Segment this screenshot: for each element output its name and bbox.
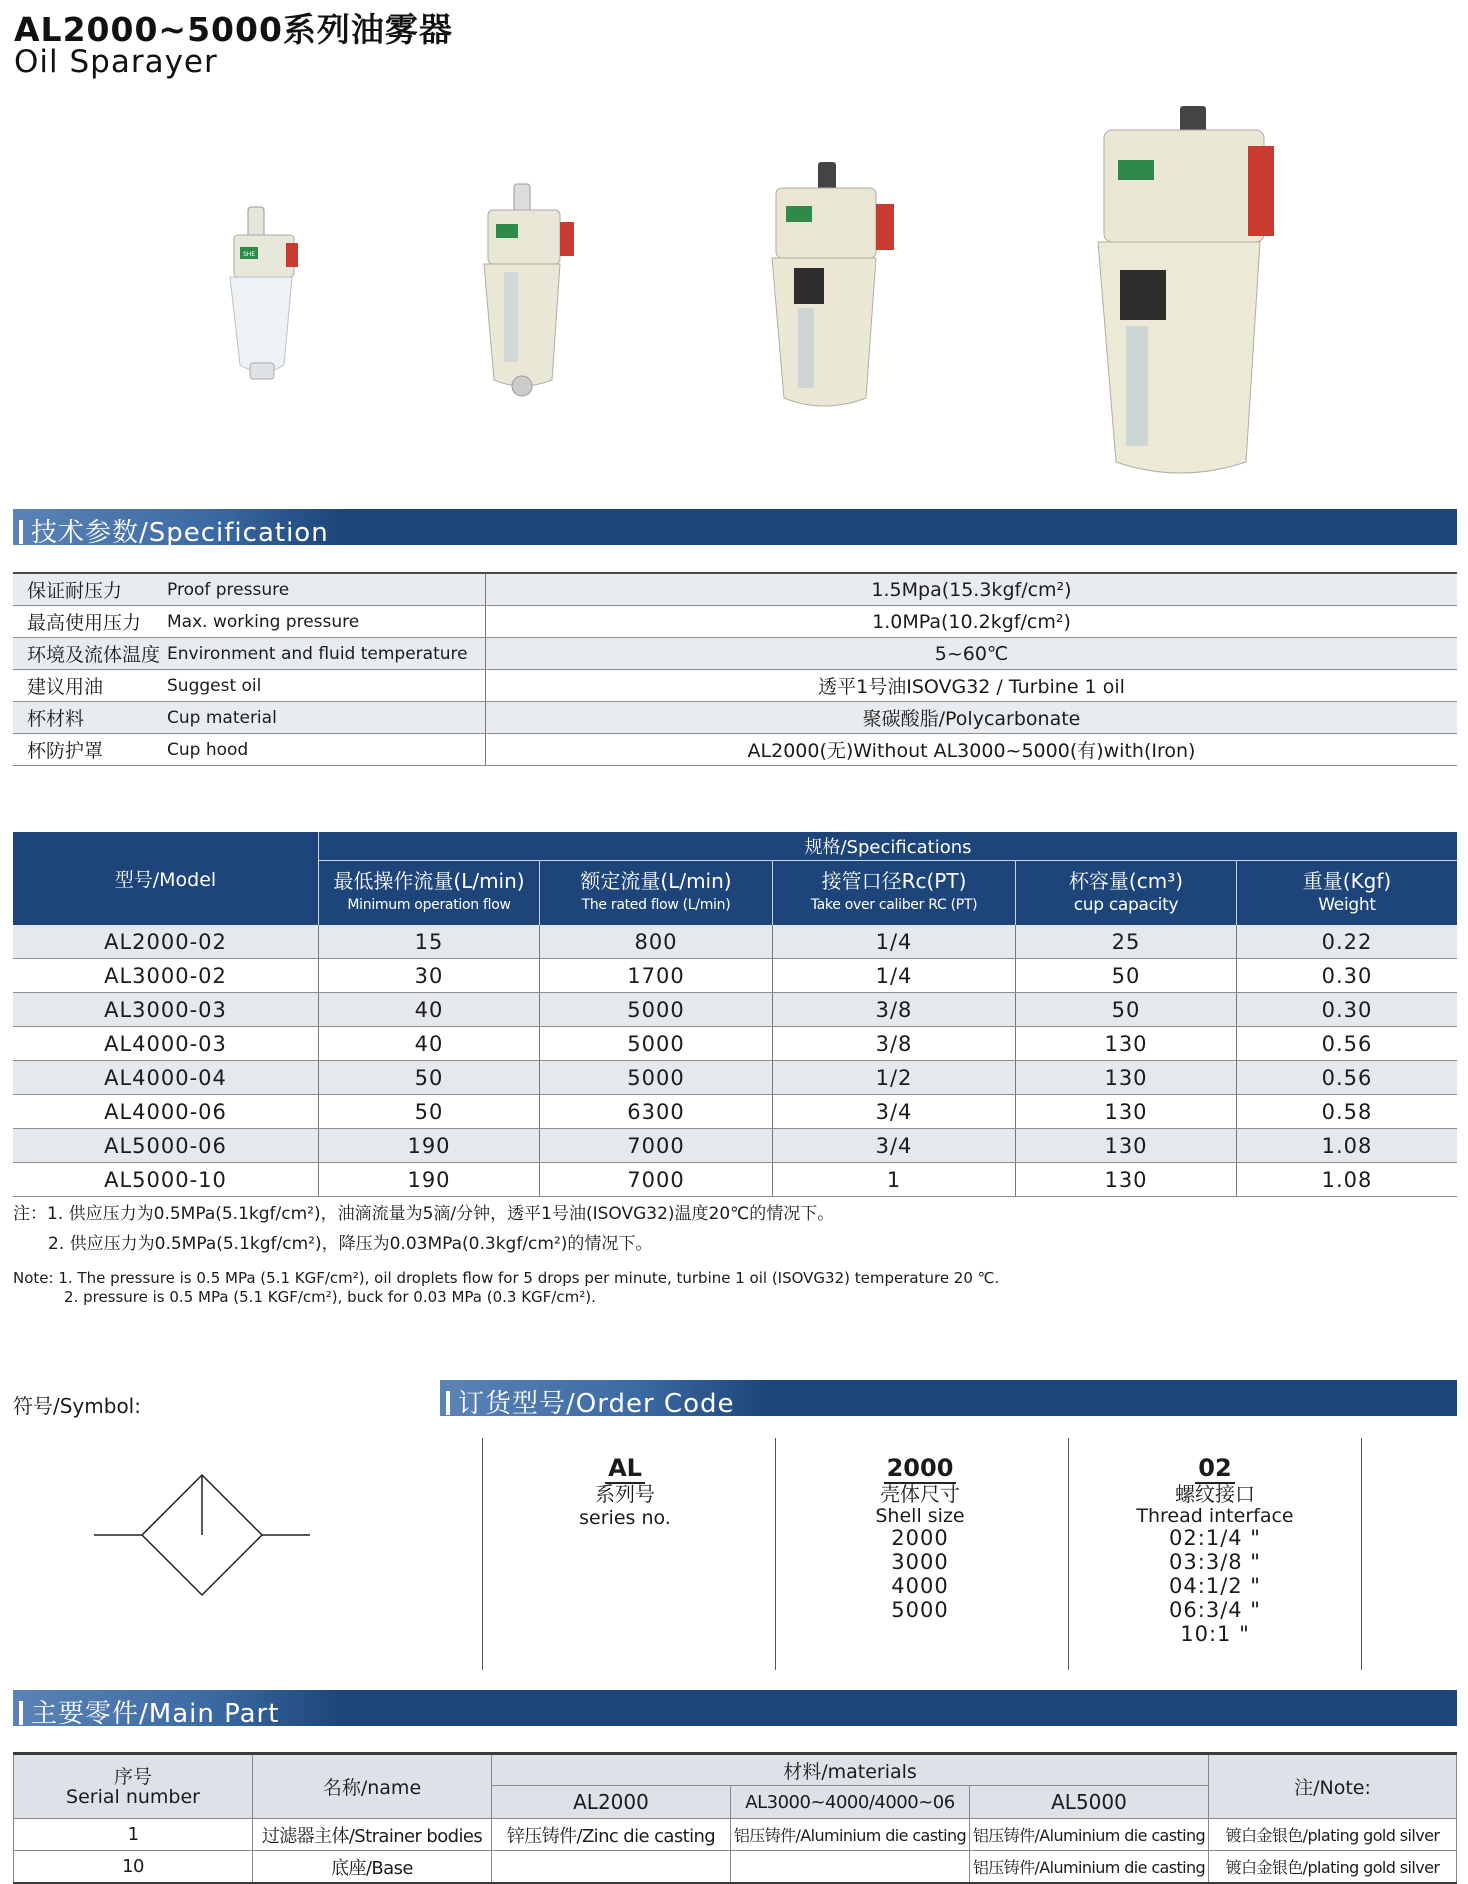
table-cell: 50 <box>1016 993 1237 1027</box>
table-cell: 铝压铸件/Aluminium die casting <box>970 1851 1209 1884</box>
col-header-en: Take over caliber RC (PT) <box>810 897 978 913</box>
order-code-divider <box>775 1438 776 1670</box>
specifications-group-header: 规格/Specifications <box>319 832 1458 861</box>
table-cell: 5000 <box>540 1027 773 1061</box>
table-cell: 7000 <box>540 1163 773 1197</box>
specification-table <box>13 572 1457 766</box>
col-header-cn: 额定流量(L/min) <box>580 869 732 893</box>
col-min-flow-header <box>319 861 540 926</box>
table-cell: 底座/Base <box>253 1851 492 1884</box>
spec-row <box>13 702 1457 734</box>
symbol-label: 符号/Symbol: <box>13 1394 141 1418</box>
order-code-option: 5000 <box>891 1598 949 1622</box>
table-row <box>13 1129 1457 1163</box>
order-code-cn: 壳体尺寸 <box>880 1482 960 1506</box>
name-header: 名称/name <box>253 1754 492 1819</box>
lubricator-symbol-icon <box>94 1470 314 1600</box>
order-code-value: AL <box>605 1454 645 1484</box>
table-cell: 6300 <box>540 1095 773 1129</box>
spec-label-en: Proof pressure <box>167 573 486 606</box>
table-cell: 3/8 <box>773 1027 1016 1061</box>
material-col-header: AL5000 <box>970 1786 1209 1819</box>
spec-label-en: Environment and fluid temperature <box>167 638 486 670</box>
order-code-section-header <box>440 1380 1457 1419</box>
table-cell: 锌压铸件/Zinc die casting <box>492 1819 731 1851</box>
note-en-1: Note: 1. The pressure is 0.5 MPa (5.1 KGF/cm²), oil droplets flow for 5 drops per minute, turbine 1 oil (ISOVG32) temperature 20 ℃. <box>13 1269 1000 1287</box>
table-cell: 25 <box>1016 925 1237 959</box>
col-header-en: cup capacity <box>1073 895 1179 915</box>
model-cell: AL4000-04 <box>13 1061 319 1095</box>
table-cell: 190 <box>319 1163 540 1197</box>
table-cell: 3/4 <box>773 1095 1016 1129</box>
order-code-section-title: 订货型号/Order Code <box>458 1389 735 1419</box>
col-cup-capacity-header <box>1016 861 1237 926</box>
table-cell: 1 <box>14 1819 253 1851</box>
table-cell: 铝压铸件/Aluminium die casting <box>970 1819 1209 1851</box>
note-cn-2: 2. 供应压力为0.5MPa(5.1kgf/cm²)，降压为0.03MPa(0.3kgf/cm²)的情况下。 <box>48 1234 653 1254</box>
spec-label-cn: 保证耐压力 <box>13 573 167 606</box>
order-code-en: series no. <box>579 1507 671 1529</box>
table-cell: 15 <box>319 925 540 959</box>
specification-section-title: 技术参数/Specification <box>31 518 329 548</box>
order-code-value: 02 <box>1195 1454 1234 1484</box>
order-code-value: 2000 <box>884 1454 957 1484</box>
spec-label-en: Suggest oil <box>167 670 486 702</box>
model-header: 型号/Model <box>13 832 319 925</box>
order-code-option: 4000 <box>891 1574 949 1598</box>
product-image-al5000 <box>1040 100 1290 480</box>
model-cell: AL4000-06 <box>13 1095 319 1129</box>
table-row <box>14 1851 1457 1884</box>
table-row <box>13 1027 1457 1061</box>
order-code-cn: 系列号 <box>595 1482 655 1506</box>
material-col-header: AL2000 <box>492 1786 731 1819</box>
serial-number-header <box>14 1754 253 1819</box>
page-subtitle: Oil Sparayer <box>14 44 218 80</box>
spec-label-cn: 最高使用压力 <box>13 606 167 638</box>
note-header: 注/Note: <box>1209 1754 1457 1819</box>
model-cell: AL5000-06 <box>13 1129 319 1163</box>
order-code-divider <box>1361 1438 1362 1670</box>
spec-value: 透平1号油ISOVG32 / Turbine 1 oil <box>486 670 1458 702</box>
table-cell <box>492 1851 731 1884</box>
spec-row <box>13 638 1457 670</box>
spec-value: 5~60℃ <box>486 638 1458 670</box>
table-cell: 0.30 <box>1237 959 1458 993</box>
table-cell: 过滤器主体/Strainer bodies <box>253 1819 492 1851</box>
table-cell: 1.08 <box>1237 1129 1458 1163</box>
spec-row <box>13 670 1457 702</box>
spec-label-cn: 杯材料 <box>13 702 167 734</box>
model-cell: AL4000-03 <box>13 1027 319 1061</box>
main-part-section-title: 主要零件/Main Part <box>31 1699 280 1729</box>
table-row <box>13 1163 1457 1197</box>
table-cell: 1/2 <box>773 1061 1016 1095</box>
spec-label-en: Cup hood <box>167 734 486 766</box>
materials-header: 材料/materials <box>492 1754 1209 1786</box>
table-row <box>13 959 1457 993</box>
col-header-cn: 重量(Kgf) <box>1302 869 1392 893</box>
product-image-al2000 <box>200 195 310 385</box>
table-cell: 1/4 <box>773 959 1016 993</box>
table-cell: 50 <box>319 1061 540 1095</box>
order-code-option: 02:1/4 " <box>1169 1526 1261 1550</box>
table-cell: 7000 <box>540 1129 773 1163</box>
order-code-thread <box>1110 1455 1320 1646</box>
table-cell: 铝压铸件/Aluminium die casting <box>731 1819 970 1851</box>
spec-row <box>13 734 1457 766</box>
product-image-al3000 <box>452 180 582 400</box>
table-cell: 130 <box>1016 1163 1237 1197</box>
col-header-en: The rated flow (L/min) <box>581 897 731 913</box>
table-cell: 50 <box>1016 959 1237 993</box>
table-cell: 1/4 <box>773 925 1016 959</box>
material-col-header: AL3000~4000/4000~06 <box>731 1786 970 1819</box>
table-cell: 130 <box>1016 1095 1237 1129</box>
order-code-option: 3000 <box>891 1550 949 1574</box>
table-cell: 190 <box>319 1129 540 1163</box>
order-code-shell-size <box>835 1455 1005 1622</box>
spec-value: 1.5Mpa(15.3kgf/cm²) <box>486 573 1458 606</box>
main-part-section-header <box>13 1690 1457 1729</box>
order-code-option: 2000 <box>891 1526 949 1550</box>
table-cell: 50 <box>319 1095 540 1129</box>
table-cell: 130 <box>1016 1027 1237 1061</box>
spec-value: 聚碳酸脂/Polycarbonate <box>486 702 1458 734</box>
spec-value: 1.0MPa(10.2kgf/cm²) <box>486 606 1458 638</box>
table-cell: 40 <box>319 1027 540 1061</box>
model-cell: AL2000-02 <box>13 925 319 959</box>
table-cell: 3/4 <box>773 1129 1016 1163</box>
table-cell: 1 <box>773 1163 1016 1197</box>
order-code-option: 04:1/2 " <box>1169 1574 1261 1598</box>
table-cell: 0.58 <box>1237 1095 1458 1129</box>
model-cell: AL5000-10 <box>13 1163 319 1197</box>
col-caliber-header <box>773 861 1016 926</box>
order-code-en: Shell size <box>875 1505 965 1527</box>
spec-value: AL2000(无)Without AL3000~5000(有)with(Iron) <box>486 734 1458 766</box>
table-cell: 镀白金银色/plating gold silver <box>1209 1851 1457 1884</box>
specification-section-header <box>13 509 1457 548</box>
note-cn-1: 注：1. 供应压力为0.5MPa(5.1kgf/cm²)，油滴流量为5滴/分钟，透平1号油(ISOVG32)温度20℃的情况下。 <box>13 1204 835 1224</box>
spec-label-cn: 环境及流体温度 <box>13 638 167 670</box>
spec-row <box>13 573 1457 606</box>
order-code-en: Thread interface <box>1136 1505 1294 1527</box>
order-code-option: 06:3/4 " <box>1169 1598 1261 1622</box>
spec-label-cn: 杯防护罩 <box>13 734 167 766</box>
table-cell: 0.56 <box>1237 1061 1458 1095</box>
order-code-cn: 螺纹接口 <box>1175 1482 1255 1506</box>
table-cell: 3/8 <box>773 993 1016 1027</box>
spec-label-cn: 建议用油 <box>13 670 167 702</box>
table-cell: 1700 <box>540 959 773 993</box>
table-cell: 40 <box>319 993 540 1027</box>
col-header-en: Weight <box>1318 895 1376 915</box>
table-row <box>13 1061 1457 1095</box>
model-table <box>13 832 1457 1197</box>
col-header-en: Minimum operation flow <box>347 897 511 913</box>
order-code-divider <box>1068 1438 1069 1670</box>
col-header-cn: 杯容量(cm³) <box>1068 869 1184 893</box>
header-cn: 序号 <box>113 1765 152 1788</box>
table-row <box>13 1095 1457 1129</box>
spec-label-en: Cup material <box>167 702 486 734</box>
col-rated-flow-header <box>540 861 773 926</box>
spec-row <box>13 606 1457 638</box>
table-cell: 0.30 <box>1237 993 1458 1027</box>
table-cell: 130 <box>1016 1061 1237 1095</box>
table-cell: 5000 <box>540 1061 773 1095</box>
table-row <box>13 993 1457 1027</box>
col-header-cn: 接管口径Rc(PT) <box>821 869 967 893</box>
table-cell: 130 <box>1016 1129 1237 1163</box>
table-cell: 30 <box>319 959 540 993</box>
order-code-option: 10:1 " <box>1180 1622 1250 1646</box>
product-image-al4000 <box>736 158 906 418</box>
model-cell: AL3000-03 <box>13 993 319 1027</box>
main-parts-table <box>13 1752 1457 1884</box>
model-cell: AL3000-02 <box>13 959 319 993</box>
table-cell: 镀白金银色/plating gold silver <box>1209 1819 1457 1851</box>
note-en-2: 2. pressure is 0.5 MPa (5.1 KGF/cm²), buck for 0.03 MPa (0.3 KGF/cm²). <box>64 1288 596 1306</box>
table-cell <box>731 1851 970 1884</box>
order-code-series <box>540 1455 710 1530</box>
order-code-option: 03:3/8 " <box>1169 1550 1261 1574</box>
table-cell: 800 <box>540 925 773 959</box>
header-en: Serial number <box>66 1785 200 1808</box>
spec-label-en: Max. working pressure <box>167 606 486 638</box>
table-row <box>14 1819 1457 1851</box>
page-title: AL2000~5000系列油雾器 <box>14 10 453 49</box>
col-header-cn: 最低操作流量(L/min) <box>333 869 525 893</box>
table-cell: 5000 <box>540 993 773 1027</box>
order-code-divider <box>482 1438 483 1670</box>
table-cell: 1.08 <box>1237 1163 1458 1197</box>
table-cell: 0.56 <box>1237 1027 1458 1061</box>
col-weight-header <box>1237 861 1458 926</box>
table-cell: 0.22 <box>1237 925 1458 959</box>
table-cell: 10 <box>14 1851 253 1884</box>
product-brand-label: SHE <box>243 251 256 258</box>
table-row <box>13 925 1457 959</box>
